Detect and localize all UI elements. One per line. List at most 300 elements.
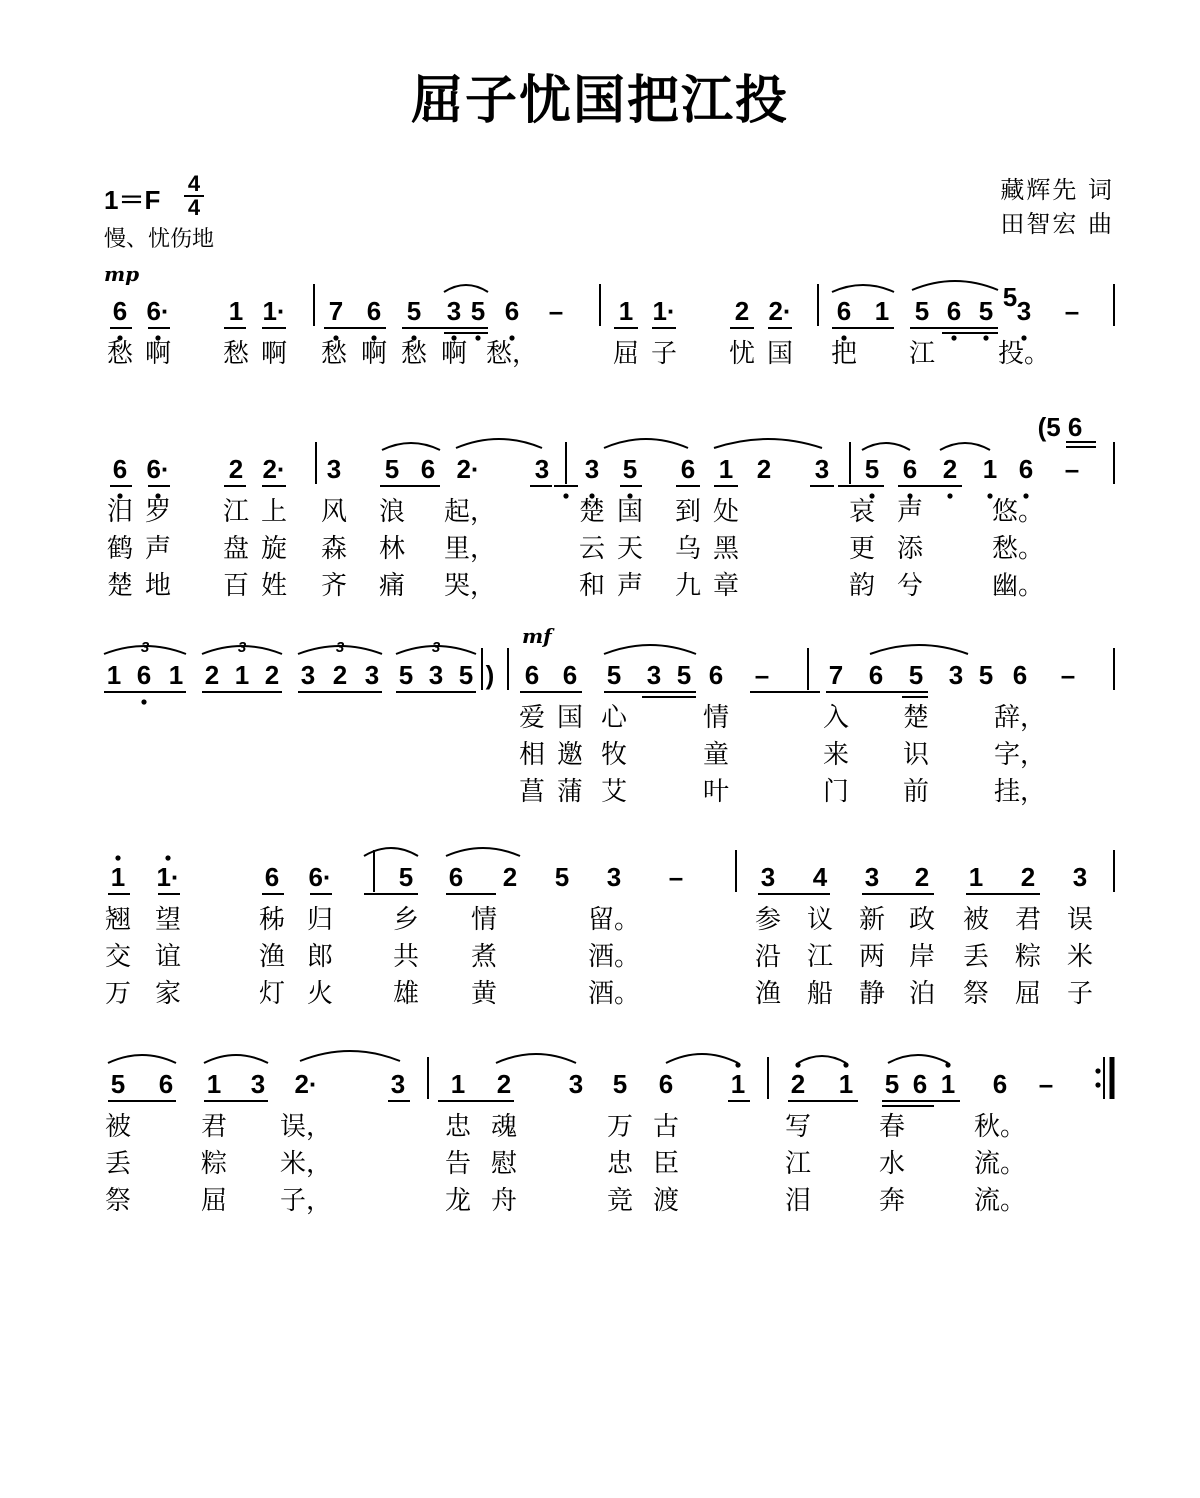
note: 1· — [156, 862, 180, 892]
lyric-char: 春 — [878, 1112, 906, 1142]
note: – — [1060, 660, 1076, 690]
lyric-char: 告 — [444, 1149, 472, 1179]
note: 6 — [836, 296, 852, 326]
lyric-char: 旋 — [260, 534, 288, 564]
lyric-char: 地 — [144, 571, 172, 601]
note: 5 — [676, 660, 692, 690]
lyric-char: 楚 — [902, 703, 930, 733]
lyric-char: 林 — [378, 534, 406, 564]
note: 6 — [658, 1069, 674, 1099]
note: 3 — [814, 454, 830, 484]
time-signature-bottom: 4 — [187, 195, 201, 220]
octave-dot — [165, 855, 170, 860]
note: 3 — [606, 862, 622, 892]
note: 3 — [326, 454, 342, 484]
slur — [604, 645, 696, 654]
note: 1· — [652, 296, 676, 326]
lyric-char: 牧 — [600, 740, 628, 770]
note: 5 — [864, 454, 880, 484]
dynamic-mp: mp — [104, 262, 140, 286]
note: 6 — [366, 296, 382, 326]
note: 1 — [982, 454, 998, 484]
note: 6 — [1012, 660, 1028, 690]
note: 3 — [446, 296, 462, 326]
lyric-char: 情 — [470, 905, 498, 935]
note: 1 — [940, 1069, 956, 1099]
lyric-char: 童 — [702, 740, 730, 770]
note: 2 — [1020, 862, 1036, 892]
lyric-char: 盘 — [222, 534, 250, 564]
lyric-char: 门 — [822, 777, 850, 807]
note: 1 — [206, 1069, 222, 1099]
tuplet-number: 3 — [431, 639, 441, 656]
note: 5 — [406, 296, 422, 326]
note: 6 — [136, 660, 152, 690]
note: – — [1064, 454, 1080, 484]
note: 6 — [912, 1069, 928, 1099]
note: – — [1064, 296, 1080, 326]
lyric-char: 粽 — [200, 1149, 228, 1179]
lyric-char: 前 — [902, 777, 930, 807]
note: 5 — [398, 660, 414, 690]
lyric-char: 江 — [806, 942, 834, 972]
tuplet-number: 3 — [140, 639, 150, 656]
lyric-char: 辞， — [993, 703, 1047, 733]
intro-notes: (5 6 — [1037, 412, 1083, 442]
octave-dot — [945, 1062, 950, 1067]
lyric-char: 字， — [993, 740, 1047, 770]
lyric-char: 灯 — [258, 979, 286, 1009]
lyric-char: 江 — [908, 339, 936, 369]
grace-note: 5 — [1002, 282, 1018, 312]
lyric-char: 屈 — [612, 339, 640, 369]
lyric-char: 添 — [896, 534, 924, 564]
octave-dot — [1095, 1082, 1100, 1087]
lyric-char: 丢 — [104, 1149, 132, 1179]
lyric-char: 米， — [279, 1149, 333, 1179]
slur — [444, 285, 488, 292]
note: 1 — [106, 660, 122, 690]
note: 3 — [250, 1069, 266, 1099]
note: 5 — [384, 454, 400, 484]
lyric-char: 上 — [260, 497, 288, 527]
time-signature-top: 4 — [187, 171, 201, 196]
note: 5 — [978, 660, 994, 690]
slur — [300, 1051, 400, 1061]
lyric-char: 入 — [822, 703, 850, 733]
slur — [382, 443, 440, 450]
lyric-char: 哭， — [443, 571, 497, 601]
lyric-char: 啊 — [144, 339, 172, 369]
lyric-char: 魂 — [490, 1112, 518, 1142]
lyric-char: 国 — [766, 339, 794, 369]
lyric-char: 乌 — [674, 534, 702, 564]
lyric-char: 楚 — [106, 571, 134, 601]
note: 5 — [606, 660, 622, 690]
note: 3 — [428, 660, 444, 690]
lyric-char: 悠。 — [991, 497, 1045, 527]
note: – — [668, 862, 684, 892]
note: 2 — [502, 862, 518, 892]
lyric-char: 米 — [1066, 942, 1094, 972]
lyric-char: 流。 — [973, 1149, 1027, 1179]
slur — [798, 1056, 846, 1063]
lyric-char: 沿 — [754, 942, 782, 972]
note: 3 — [948, 660, 964, 690]
lyric-char: 酒。 — [587, 979, 641, 1009]
tuplet-number: 3 — [237, 639, 247, 656]
lyric-char: 江 — [222, 497, 250, 527]
note: 5 — [398, 862, 414, 892]
lyric-char: 里， — [443, 534, 497, 564]
note: 5 — [470, 296, 486, 326]
note: 5 — [978, 296, 994, 326]
note: 1 — [228, 296, 244, 326]
note: 2 — [332, 660, 348, 690]
note: 6 — [158, 1069, 174, 1099]
lyric-char: 来 — [822, 740, 850, 770]
octave-dot — [951, 335, 956, 340]
note: 3 — [1072, 862, 1088, 892]
lyric-char: 归 — [306, 905, 334, 935]
lyric-char: 忠 — [444, 1112, 472, 1142]
note: 3 — [584, 454, 600, 484]
note: 2 — [734, 296, 750, 326]
lyric-char: 船 — [806, 979, 834, 1009]
lyric-char: 家 — [154, 979, 182, 1009]
lyric-char: 啊 — [260, 339, 288, 369]
lyric-char: 万 — [606, 1112, 634, 1142]
lyric-char: 水 — [878, 1149, 906, 1179]
lyric-char: 国 — [556, 703, 584, 733]
lyric-char: 相 — [518, 740, 546, 770]
lyric-char: 渡 — [652, 1186, 680, 1216]
note: 1 — [110, 862, 126, 892]
lyric-char: 酒。 — [587, 942, 641, 972]
lyric-char: 楚 — [578, 497, 606, 527]
lyric-char: 屈 — [1014, 979, 1042, 1009]
note: 6 — [448, 862, 464, 892]
note: 6 — [1018, 454, 1034, 484]
lyric-char: 慰 — [490, 1149, 518, 1179]
lyric-char: 罗 — [144, 497, 172, 527]
lyric-char: 声 — [616, 571, 644, 601]
slur — [940, 443, 990, 450]
note: – — [754, 660, 770, 690]
lyric-char: 新 — [858, 905, 886, 935]
lyric-char: 艾 — [600, 777, 628, 807]
tuplet-number: 3 — [335, 639, 345, 656]
lyric-char: 愁， — [485, 339, 539, 369]
lyric-char: 更 — [848, 534, 876, 564]
note: 2 — [264, 660, 280, 690]
lyric-char: 声 — [144, 534, 172, 564]
lyric-char: 静 — [858, 979, 886, 1009]
note: 3 — [1016, 296, 1032, 326]
note: 7 — [828, 660, 844, 690]
lyric-char: 粽 — [1014, 942, 1042, 972]
note: 6 — [902, 454, 918, 484]
lyric-char: 啊 — [440, 339, 468, 369]
lyric-char: 幽。 — [991, 571, 1045, 601]
note: 2 — [914, 862, 930, 892]
note: 5 — [554, 862, 570, 892]
octave-dot — [1095, 1068, 1100, 1073]
note: – — [548, 296, 564, 326]
octave-dot — [795, 1062, 800, 1067]
composer-credit: 田智宏 曲 — [1000, 210, 1114, 238]
note: 6 — [264, 862, 280, 892]
octave-dot — [141, 699, 146, 704]
note: 1 — [838, 1069, 854, 1099]
lyric-char: 谊 — [154, 942, 182, 972]
note: 5 — [908, 660, 924, 690]
note: 5 — [914, 296, 930, 326]
octave-dot — [115, 855, 120, 860]
slur — [496, 1054, 576, 1063]
note: 2 — [204, 660, 220, 690]
note: 6 — [562, 660, 578, 690]
lyric-char: 云 — [578, 534, 606, 564]
note: 6 — [504, 296, 520, 326]
lyric-char: 投。 — [997, 339, 1051, 369]
note: 4 — [812, 862, 828, 892]
lyric-char: 古 — [652, 1112, 680, 1142]
lyric-char: 愁 — [400, 339, 428, 369]
note: 1· — [262, 296, 286, 326]
octave-dot — [947, 493, 952, 498]
lyric-char: 泪 — [784, 1186, 812, 1216]
lyric-char: 君 — [200, 1112, 228, 1142]
lyric-char: 岸 — [908, 942, 936, 972]
note: ) — [485, 660, 495, 690]
lyric-char: 政 — [908, 905, 936, 935]
note: 6· — [146, 454, 170, 484]
note: – — [1038, 1069, 1054, 1099]
note: 6 — [946, 296, 962, 326]
note: 2· — [456, 454, 480, 484]
note: 3 — [864, 862, 880, 892]
slur — [870, 645, 968, 654]
note: 2 — [496, 1069, 512, 1099]
key-signature: 1＝F — [104, 185, 161, 215]
lyric-char: 和 — [578, 571, 606, 601]
lyric-char: 到 — [674, 497, 702, 527]
lyric-char: 愁。 — [991, 534, 1045, 564]
note: 5 — [884, 1069, 900, 1099]
note: 2 — [790, 1069, 806, 1099]
lyric-char: 秭 — [258, 905, 286, 935]
note: 5 — [622, 454, 638, 484]
lyric-char: 姓 — [260, 571, 288, 601]
lyric-char: 臣 — [652, 1149, 680, 1179]
lyric-char: 叶 — [702, 777, 730, 807]
lyric-char: 愁 — [222, 339, 250, 369]
lyric-char: 秋。 — [973, 1112, 1027, 1142]
lyric-char: 哀 — [848, 497, 876, 527]
note: 1 — [874, 296, 890, 326]
lyric-char: 君 — [1014, 905, 1042, 935]
slur — [446, 848, 520, 856]
lyric-char: 天 — [616, 534, 644, 564]
lyric-char: 子 — [1066, 979, 1094, 1009]
slur — [714, 439, 822, 448]
note: 1 — [968, 862, 984, 892]
note: 3 — [534, 454, 550, 484]
lyric-char: 泊 — [908, 979, 936, 1009]
note: 2 — [228, 454, 244, 484]
note: 1 — [168, 660, 184, 690]
note: 2 — [942, 454, 958, 484]
lyric-char: 愁 — [106, 339, 134, 369]
lyric-char: 九 — [674, 571, 702, 601]
note: 3 — [300, 660, 316, 690]
note: 1 — [450, 1069, 466, 1099]
note: 6 — [112, 454, 128, 484]
lyric-char: 雄 — [392, 979, 420, 1009]
lyric-char: 流。 — [973, 1186, 1027, 1216]
lyric-char: 议 — [806, 905, 834, 935]
note: 3 — [646, 660, 662, 690]
lyric-char: 子 — [650, 339, 678, 369]
note: 2 — [756, 454, 772, 484]
lyric-char: 挂， — [993, 777, 1047, 807]
lyric-char: 情 — [702, 703, 730, 733]
slur — [862, 443, 910, 450]
slur — [604, 439, 688, 448]
lyric-char: 邀 — [556, 740, 584, 770]
slur — [204, 1055, 268, 1063]
slur — [888, 1055, 948, 1063]
lyric-char: 韵 — [848, 571, 876, 601]
lyric-char: 交 — [104, 942, 132, 972]
lyric-char: 屈 — [200, 1186, 228, 1216]
lyric-char: 菖 — [518, 777, 546, 807]
octave-dot — [475, 335, 480, 340]
lyric-char: 祭 — [104, 1186, 132, 1216]
note: 6 — [420, 454, 436, 484]
slur — [364, 848, 418, 856]
tempo-marking: 慢、忧伤地 — [104, 227, 215, 252]
lyric-char: 被 — [104, 1112, 132, 1142]
lyric-char: 郎 — [306, 942, 334, 972]
lyric-char: 丢 — [962, 942, 990, 972]
lyric-char: 忠 — [606, 1149, 634, 1179]
lyric-char: 心 — [600, 703, 628, 733]
lyric-char: 共 — [392, 942, 420, 972]
note: 3 — [364, 660, 380, 690]
note: 3 — [760, 862, 776, 892]
lyric-char: 齐 — [320, 571, 348, 601]
lyric-char: 百 — [222, 571, 250, 601]
note: 6 — [524, 660, 540, 690]
octave-dot — [983, 335, 988, 340]
lyric-char: 风 — [320, 497, 348, 527]
note: 2· — [262, 454, 286, 484]
lyric-char: 舟 — [490, 1186, 518, 1216]
dynamic-mf: mf — [522, 624, 552, 648]
lyric-char: 兮 — [896, 571, 924, 601]
lyric-char: 祭 — [962, 979, 990, 1009]
lyric-char: 忧 — [728, 339, 756, 369]
lyric-char: 火 — [306, 979, 334, 1009]
note: 1 — [618, 296, 634, 326]
lyric-char: 写 — [784, 1112, 812, 1142]
octave-dot — [843, 1062, 848, 1067]
lyric-char: 汨 — [106, 497, 134, 527]
note: 2· — [768, 296, 792, 326]
note: 6· — [146, 296, 170, 326]
note: 6 — [868, 660, 884, 690]
lyric-char: 两 — [858, 942, 886, 972]
lyric-char: 被 — [962, 905, 990, 935]
note: 5 — [612, 1069, 628, 1099]
lyric-char: 起， — [443, 497, 497, 527]
lyric-char: 黄 — [470, 979, 498, 1009]
lyric-char: 国 — [616, 497, 644, 527]
lyric-char: 啊 — [360, 339, 388, 369]
lyric-char: 声 — [896, 497, 924, 527]
lyric-char: 鹤 — [106, 534, 134, 564]
lyric-char: 误， — [279, 1112, 333, 1142]
note: 5 — [458, 660, 474, 690]
lyric-char: 渔 — [258, 942, 286, 972]
lyric-char: 渔 — [754, 979, 782, 1009]
lyric-char: 竞 — [606, 1186, 634, 1216]
lyric-char: 章 — [712, 571, 740, 601]
note: 5 — [110, 1069, 126, 1099]
lyric-char: 翘 — [104, 905, 132, 935]
lyric-char: 奔 — [878, 1186, 906, 1216]
lyric-char: 煮 — [470, 942, 498, 972]
lyric-char: 把 — [830, 339, 858, 369]
slur — [832, 285, 894, 292]
slur — [108, 1055, 176, 1063]
lyric-char: 痛 — [378, 571, 406, 601]
lyric-char: 子， — [279, 1186, 333, 1216]
lyric-char: 望 — [154, 905, 182, 935]
lyric-char: 万 — [104, 979, 132, 1009]
lyricist-credit: 藏辉先 词 — [1000, 176, 1114, 204]
lyric-char: 愁 — [320, 339, 348, 369]
note: 1 — [730, 1069, 746, 1099]
note: 6 — [680, 454, 696, 484]
lyric-char: 爱 — [518, 703, 546, 733]
page-title: 屈子忧国把江投 — [410, 70, 789, 131]
note: 1 — [234, 660, 250, 690]
octave-dot — [563, 493, 568, 498]
lyric-char: 浪 — [378, 497, 406, 527]
slur — [912, 281, 998, 290]
note: 7 — [328, 296, 344, 326]
lyric-char: 黑 — [712, 534, 740, 564]
lyric-char: 参 — [754, 905, 782, 935]
note: 6 — [992, 1069, 1008, 1099]
note: 1 — [718, 454, 734, 484]
lyric-char: 蒲 — [556, 777, 584, 807]
lyric-char: 森 — [320, 534, 348, 564]
note: 3 — [568, 1069, 584, 1099]
lyric-char: 误 — [1066, 905, 1094, 935]
slur — [456, 439, 542, 448]
slur — [666, 1054, 738, 1063]
lyric-char: 识 — [902, 740, 930, 770]
lyric-char: 龙 — [444, 1186, 472, 1216]
lyric-char: 处 — [712, 497, 740, 527]
note: 6· — [308, 862, 332, 892]
note: 3 — [390, 1069, 406, 1099]
lyric-char: 江 — [784, 1149, 812, 1179]
